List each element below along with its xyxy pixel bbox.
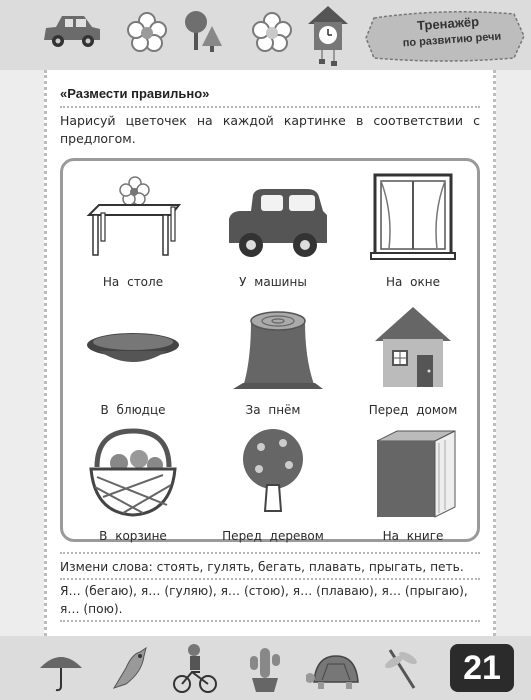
picture-cell xyxy=(63,297,203,425)
table-with-flower-icon xyxy=(83,173,183,269)
picture-cell xyxy=(63,169,203,297)
picture-cell xyxy=(203,169,343,297)
tree-icon xyxy=(223,427,333,523)
tree-stump-icon xyxy=(223,301,333,397)
badge-subtitle: по развитию речи xyxy=(402,30,502,50)
cuckoo-clock-icon xyxy=(306,4,350,66)
bird-icon xyxy=(106,644,150,694)
flower-icon xyxy=(125,10,169,54)
basket-icon xyxy=(83,427,193,523)
picture-caption: На книге xyxy=(382,529,444,543)
badge-title: Тренажёр xyxy=(416,13,480,34)
exercise-line: Измени слова: стоять, гулять, бегать, плавать, прыгать, петь. xyxy=(60,560,464,574)
divider xyxy=(60,552,480,554)
divider xyxy=(60,106,480,108)
divider xyxy=(60,620,480,622)
picture-caption: В блюдце xyxy=(100,403,166,417)
turtle-icon xyxy=(306,650,362,692)
house-icon xyxy=(363,301,463,397)
car-icon xyxy=(40,10,104,50)
picture-caption: За пнём xyxy=(245,403,301,417)
flower-icon xyxy=(250,10,294,54)
picture-cell xyxy=(63,423,203,551)
car-icon xyxy=(223,173,333,269)
page-number: 21 xyxy=(450,644,514,692)
cyclist-icon xyxy=(170,642,218,694)
picture-caption: У машины xyxy=(239,275,307,289)
tree-icon xyxy=(184,6,224,54)
task-instruction: Нарисуй цветочек на каждой картинке в соответствии с предлогом. xyxy=(60,113,480,146)
divider xyxy=(60,578,480,580)
saucer-icon xyxy=(83,301,193,397)
picture-cell xyxy=(343,297,483,425)
picture-cell xyxy=(343,423,483,551)
picture-cell xyxy=(343,169,483,297)
task-title: «Размести правильно» xyxy=(60,86,210,101)
picture-caption: Перед деревом xyxy=(222,529,324,543)
picture-caption: В корзине xyxy=(99,529,167,543)
picture-caption: На столе xyxy=(102,275,164,289)
umbrella-icon xyxy=(38,646,84,692)
exercise-line: Я… (бегаю), я… (гуляю), я… (стою), я… (плаваю), я… (прыгаю), xyxy=(60,584,468,598)
window-icon xyxy=(363,173,463,269)
picture-caption: Перед домом xyxy=(368,403,458,417)
dragonfly-icon xyxy=(382,644,422,694)
exercise-line: я… (пою). xyxy=(60,602,123,616)
cactus-icon xyxy=(246,644,282,694)
picture-caption: На окне xyxy=(385,275,440,289)
picture-cell xyxy=(203,297,343,425)
pictures-panel xyxy=(60,158,480,542)
picture-cell xyxy=(203,423,343,551)
book-icon xyxy=(363,427,463,523)
